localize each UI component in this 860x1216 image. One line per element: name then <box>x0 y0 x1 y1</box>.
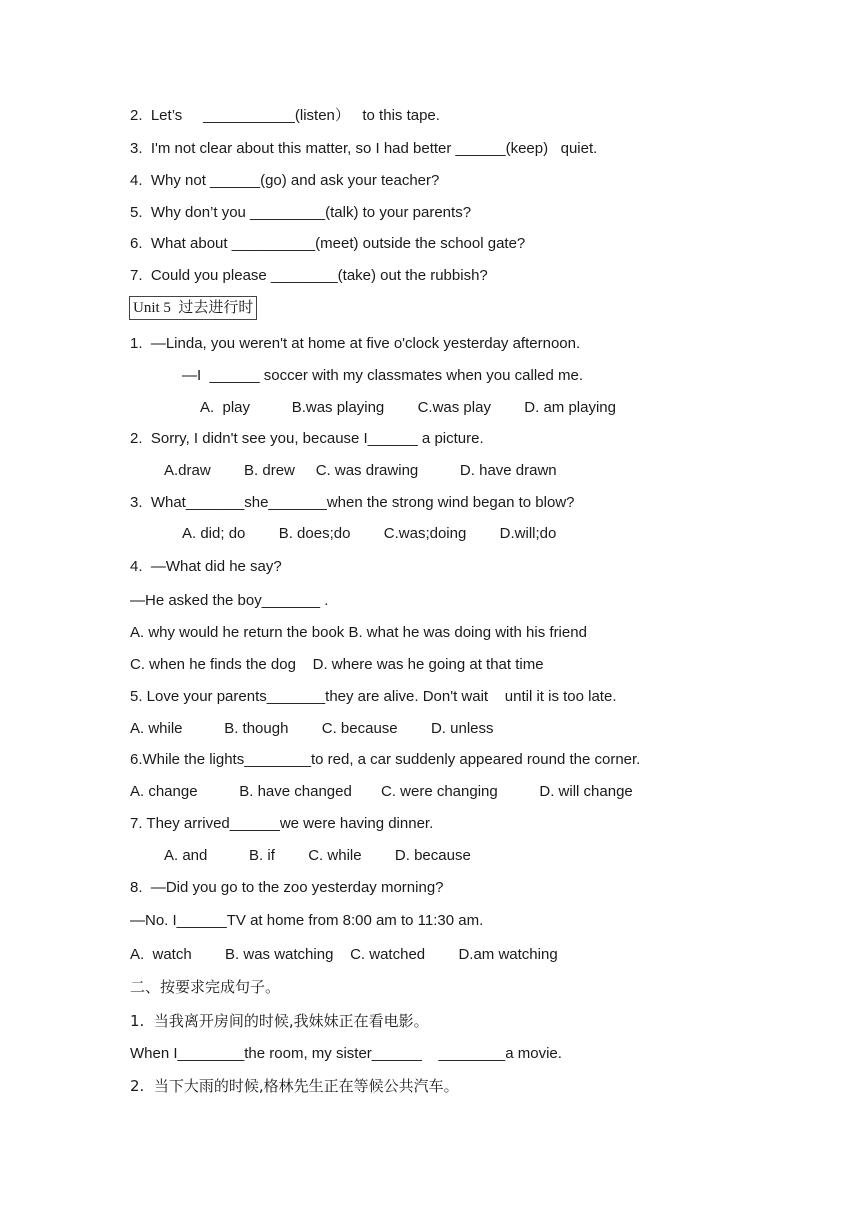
line-text: 2. Sorry, I didn't see you, because I______ a picture. <box>130 430 484 447</box>
line-text: A. change B. have changed C. were changing D. will change <box>130 783 633 800</box>
line-text: A. and B. if C. while D. because <box>164 847 471 864</box>
line-text: A.draw B. drew C. was drawing D. have drawn <box>164 462 557 479</box>
line-text: —I ______ soccer with my classmates when you called me. <box>182 367 584 384</box>
line-text: 2. Let’s ___________(listen） to this tape. <box>130 107 440 124</box>
line-text: 5. Why don’t you _________(talk) to your parents? <box>130 204 472 221</box>
line-text: A. play B.was playing C.was play D. am playing <box>200 399 616 416</box>
line-text: 8. —Did you go to the zoo yesterday morning? <box>130 879 444 896</box>
line-text: 4. Why not ______(go) and ask your teacher? <box>130 172 440 189</box>
line-text: A. did; do B. does;do C.was;doing D.will;do <box>182 525 557 542</box>
line-text: A. watch B. was watching C. watched D.am watching <box>130 946 558 963</box>
line-text: 5. Love your parents_______they are alive. Don't wait until it is too late. <box>130 688 617 705</box>
line-text: When I________the room, my sister______ ________a movie. <box>130 1045 562 1062</box>
line-text: C. when he finds the dog D. where was he going at that time <box>130 656 544 673</box>
section-heading: 二、按要求完成句子。 <box>130 978 281 996</box>
line-text: 7. Could you please ________(take) out the rubbish? <box>130 267 488 284</box>
line-text: 7. They arrived______we were having dinner. <box>130 815 434 832</box>
line-text: 3. I'm not clear about this matter, so I had better ______(keep) quiet. <box>130 140 598 157</box>
line-text: 4. —What did he say? <box>130 558 282 575</box>
line-text: 1. 当我离开房间的时候,我妹妹正在看电影。 <box>130 1012 429 1030</box>
line-text: 2. 当下大雨的时候,格林先生正在等候公共汽车。 <box>130 1077 459 1095</box>
unit-heading: Unit 5 过去进行时 <box>129 296 257 320</box>
line-text: A. why would he return the book B. what he was doing with his friend <box>130 624 587 641</box>
line-text: 6. What about __________(meet) outside the school gate? <box>130 235 526 252</box>
line-text: A. while B. though C. because D. unless <box>130 720 494 737</box>
line-text: —He asked the boy_______ . <box>130 592 329 609</box>
line-text: 3. What_______she_______when the strong wind began to blow? <box>130 494 575 511</box>
line-text: 6.While the lights________to red, a car suddenly appeared round the corner. <box>130 751 641 768</box>
line-text: —No. I______TV at home from 8:00 am to 11:30 am. <box>130 912 484 929</box>
line-text: 1. —Linda, you weren't at home at five o'clock yesterday afternoon. <box>130 335 581 352</box>
